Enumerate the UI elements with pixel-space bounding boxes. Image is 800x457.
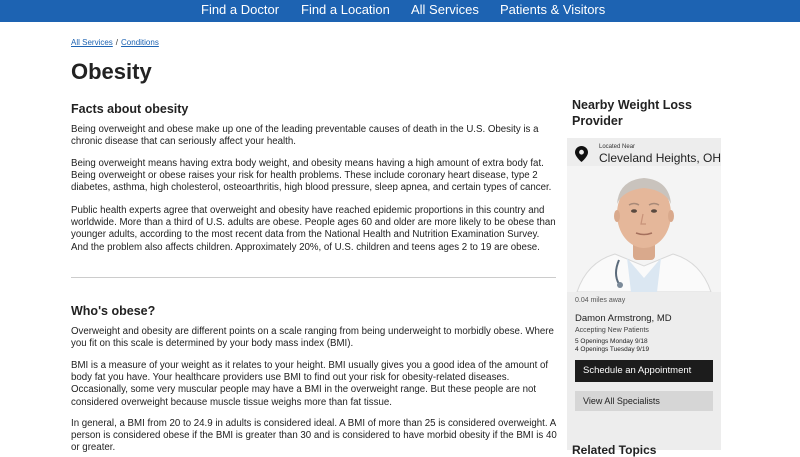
facts-paragraph-2: Being overweight means having extra body weight, and obesity means having a high amount of extra body fat. Being overweight or obese raises your risk for health problems. These include coronary heart disease, type 2 diabetes, asthma, high cholesterol, osteoarthritis, high blood pressure, sleep apnea, and certain types of cancer. — [71, 158, 552, 194]
breadcrumb — [71, 38, 159, 47]
who-paragraph-1: Overweight and obesity are different points on a scale ranging from being underweight to morbidly obese. Where you fit on this scale is determined by your body mass index (BMI). — [71, 326, 554, 350]
who-paragraph-3: In general, a BMI from 20 to 24.9 in adults is considered ideal. A BMI of more than 25 is considered overweight. A person is considered obese if the BMI is greater than 30 and is considered to have morbid obesity if the BMI is 40 or greater. — [71, 418, 557, 454]
provider-photo — [567, 166, 721, 292]
section-divider — [71, 277, 556, 278]
accepting-status: Accepting New Patients — [575, 327, 649, 334]
sidebar-title: Nearby Weight Loss Provider — [572, 98, 692, 128]
breadcrumb-all-services[interactable]: All Services — [71, 38, 113, 47]
top-navigation-bar — [0, 0, 800, 22]
view-all-specialists-button[interactable]: View All Specialists — [575, 391, 713, 411]
page-title: Obesity — [71, 59, 152, 84]
nav-all-services[interactable]: All Services — [411, 2, 479, 17]
openings-day-2: 4 Openings Tuesday 9/19 — [575, 346, 650, 353]
nav-find-a-location[interactable]: Find a Location — [301, 2, 390, 17]
related-topics-heading: Related Topics — [572, 443, 657, 457]
location-city[interactable]: Cleveland Heights, OH — [599, 151, 722, 165]
openings-day-1: 5 Openings Monday 9/18 — [575, 338, 648, 345]
who-paragraph-2: BMI is a measure of your weight as it relates to your height. BMI usually gives you a good idea of the amount of body fat you have. Your healthcare providers use BMI to find out your risk for obesity-related diseases. Occasionally, some very muscular people may have a BMI in the overweight range. But these people are not considered overweight because muscle tissue weighs more than fat tissue. — [71, 360, 549, 408]
facts-heading: Facts about obesity — [71, 102, 189, 116]
provider-name[interactable]: Damon Armstrong, MD — [575, 313, 672, 324]
schedule-appointment-button[interactable]: Schedule an Appointment — [575, 360, 713, 382]
who-heading: Who's obese? — [71, 304, 156, 318]
breadcrumb-conditions[interactable]: Conditions — [121, 38, 159, 47]
nav-find-a-doctor[interactable]: Find a Doctor — [201, 2, 280, 17]
nav-patients-visitors[interactable]: Patients & Visitors — [500, 2, 606, 17]
location-pin-icon — [575, 146, 588, 162]
located-near-label: Located Near — [599, 144, 636, 150]
breadcrumb-separator: / — [115, 38, 119, 47]
provider-card — [567, 138, 721, 450]
facts-paragraph-1: Being overweight and obese make up one of the leading preventable causes of death in the U.S. Obesity is a chronic disease that can seriously affect your health. — [71, 124, 539, 148]
facts-paragraph-3: Public health experts agree that overweight and obesity have reached epidemic proportions in this country and worldwide. More than a third of U.S. adults are obese. People ages 60 and older are more likely to be obese than younger adults, according to the most recent data from the National Health and Nutrition Examination Survey. And the problem also affects children. Approximately 20%, of U.S. children and teens ages 2 to 19 are obese. — [71, 205, 556, 253]
provider-distance: 0.04 miles away — [575, 297, 626, 304]
